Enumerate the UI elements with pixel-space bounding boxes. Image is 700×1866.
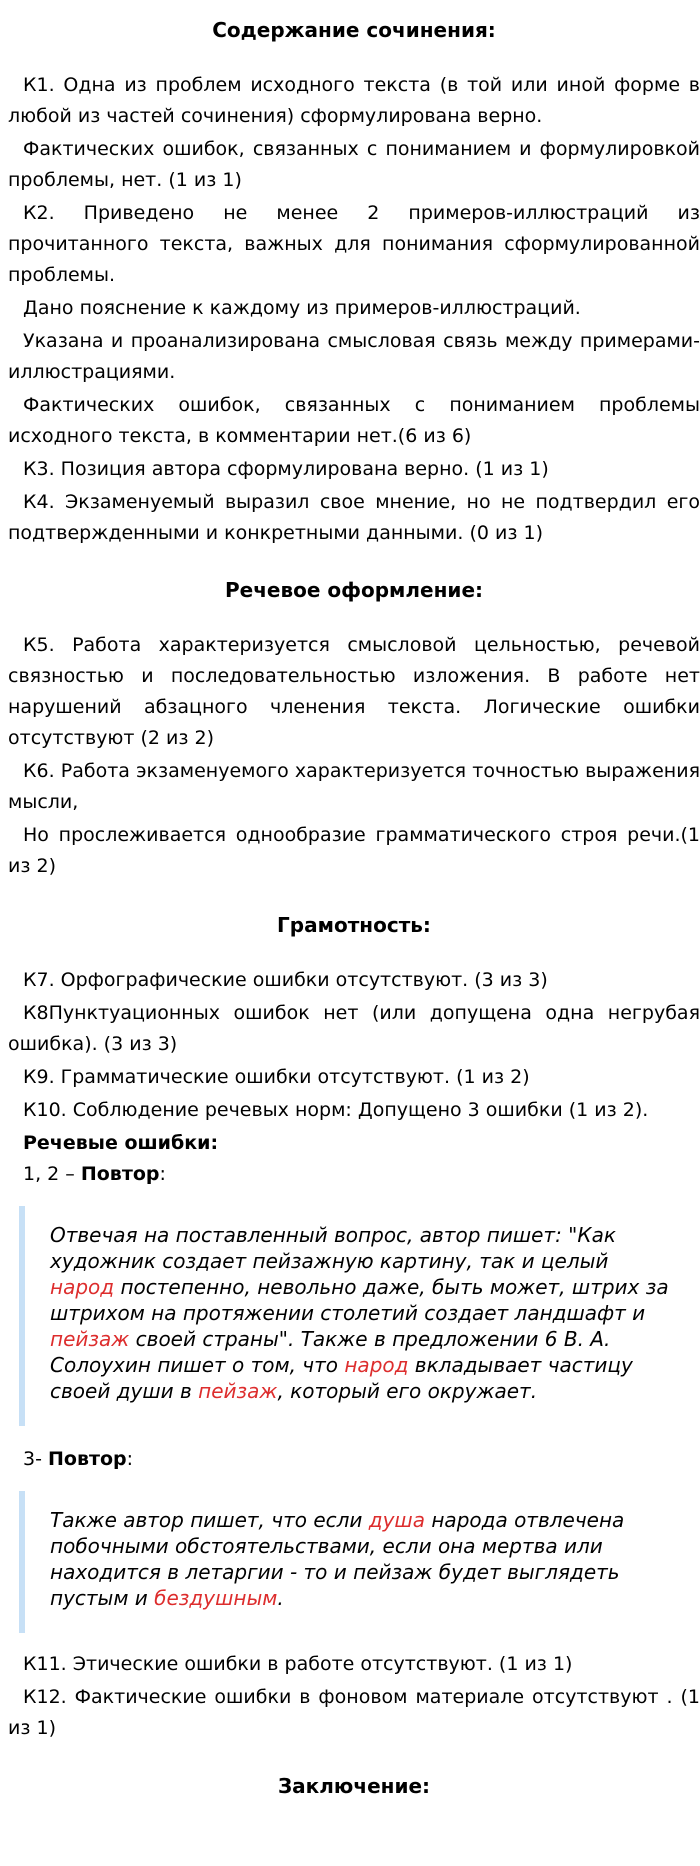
quote2-text-1: Также автор пишет, что если <box>50 1508 369 1532</box>
error-3-type: Повтор <box>47 1448 127 1470</box>
paragraph-k2-facts: Фактических ошибок, связанных с пониманием проблемы исходного текста, в комментарии нет.(6 из 6) <box>8 394 700 447</box>
quote1-text-3: своей страны". Также в предложении 6 В. А. Солоухин пишет о том, что <box>50 1327 611 1377</box>
quote-error-3 <box>19 1491 692 1633</box>
speech-errors-label: Речевые ошибки: <box>23 1132 219 1154</box>
paragraph-k4: К4. Экзаменуемый выразил свое мнение, но не подтвердил его подтвержденными и конкретными данными. (0 из 1) <box>8 491 700 544</box>
paragraph-k12: К12. Фактические ошибки в фоновом материале отсутствуют . (1 из 1) <box>8 1686 700 1739</box>
paragraph-k8: К8Пунктуационных ошибок нет (или допущена одна негрубая ошибка). (3 из 3) <box>8 1002 700 1055</box>
error-1-2-prefix: 1, 2 – <box>23 1163 81 1185</box>
quote1-highlight-2: пейзаж <box>50 1327 130 1351</box>
quote2-highlight-2: бездушным <box>154 1586 278 1610</box>
error-1-2-suffix: : <box>159 1163 166 1185</box>
quote1-text-1: Отвечая на поставленный вопрос, автор пишет: "Как художник создает пейзажную картину, так и целый <box>50 1223 616 1273</box>
paragraph-k11: К11. Этические ошибки в работе отсутствуют. (1 из 1) <box>23 1653 573 1675</box>
paragraph-k5: К5. Работа характеризуется смысловой цельностью, речевой связностью и последовательностью изложения. В работе нет нарушений абзацного членения текста. Логические ошибки отсутствуют (2 из 2) <box>8 634 700 749</box>
paragraph-k3: К3. Позиция автора сформулирована верно. (1 из 1) <box>23 458 549 480</box>
quote1-highlight-3: народ <box>344 1353 409 1377</box>
section-title-speech: Речевое оформление: <box>224 578 484 602</box>
paragraph-k7: К7. Орфографические ошибки отсутствуют. (3 из 3) <box>23 969 548 991</box>
section-title-content: Содержание сочинения: <box>212 18 496 42</box>
paragraph-k1: К1. Одна из проблем исходного текста (в той или иной форме в любой из частей сочинения) сформулирована верно. <box>8 74 700 127</box>
paragraph-k6: К6. Работа экзаменуемого характеризуется точностью выражения мысли, <box>8 760 700 813</box>
quote1-text-4: вкладывает частицу своей души в <box>50 1353 633 1403</box>
paragraph-k9: К9. Грамматические ошибки отсутствуют. (1 из 2) <box>23 1066 530 1088</box>
section-title-literacy: Грамотность: <box>277 913 431 937</box>
quote2-text-3: . <box>277 1586 284 1610</box>
error-1-2-label <box>8 1159 700 1190</box>
error-3-label <box>8 1444 700 1475</box>
paragraph-k2-explanation: Дано пояснение к каждому из примеров-иллюстраций. <box>23 297 581 319</box>
error-1-2-type: Повтор <box>80 1163 160 1185</box>
paragraph-k1-facts: Фактических ошибок, связанных с пониманием и формулировкой проблемы, нет. (1 из 1) <box>8 138 700 191</box>
section-title-conclusion: Заключение: <box>277 1774 431 1798</box>
paragraph-k2: К2. Приведено не менее 2 примеров-иллюстраций из прочитанного текста, важных для понимания сформулированной проблемы. <box>8 202 700 286</box>
error-3-prefix: 3- <box>23 1448 48 1470</box>
paragraph-k6-continued: Но прослеживается однообразие грамматического строя речи.(1 из 2) <box>8 824 700 877</box>
quote1-text-5: , который его окружает. <box>277 1379 538 1403</box>
document <box>0 18 700 1798</box>
paragraph-k10: К10. Соблюдение речевых норм: Допущено 3 ошибки (1 из 2). <box>23 1099 649 1121</box>
paragraph-k2-link: Указана и проанализирована смысловая связь между примерами-иллюстрациями. <box>8 330 700 383</box>
quote1-highlight-4: пейзаж <box>198 1379 278 1403</box>
quote-error-1-2 <box>19 1206 692 1426</box>
quote2-highlight-1: душа <box>368 1508 425 1532</box>
quote1-highlight-1: народ <box>50 1275 115 1299</box>
quote1-text-2: постепенно, невольно даже, быть может, штрих за штрихом на протяжении столетий создает ландшафт и <box>50 1275 669 1325</box>
error-3-suffix: : <box>126 1448 134 1470</box>
quote2-text-2: народа отвлечена побочными обстоятельствами, если она мертва или находится в летаргии - то и пейзаж будет выглядеть пустым и <box>50 1508 625 1610</box>
